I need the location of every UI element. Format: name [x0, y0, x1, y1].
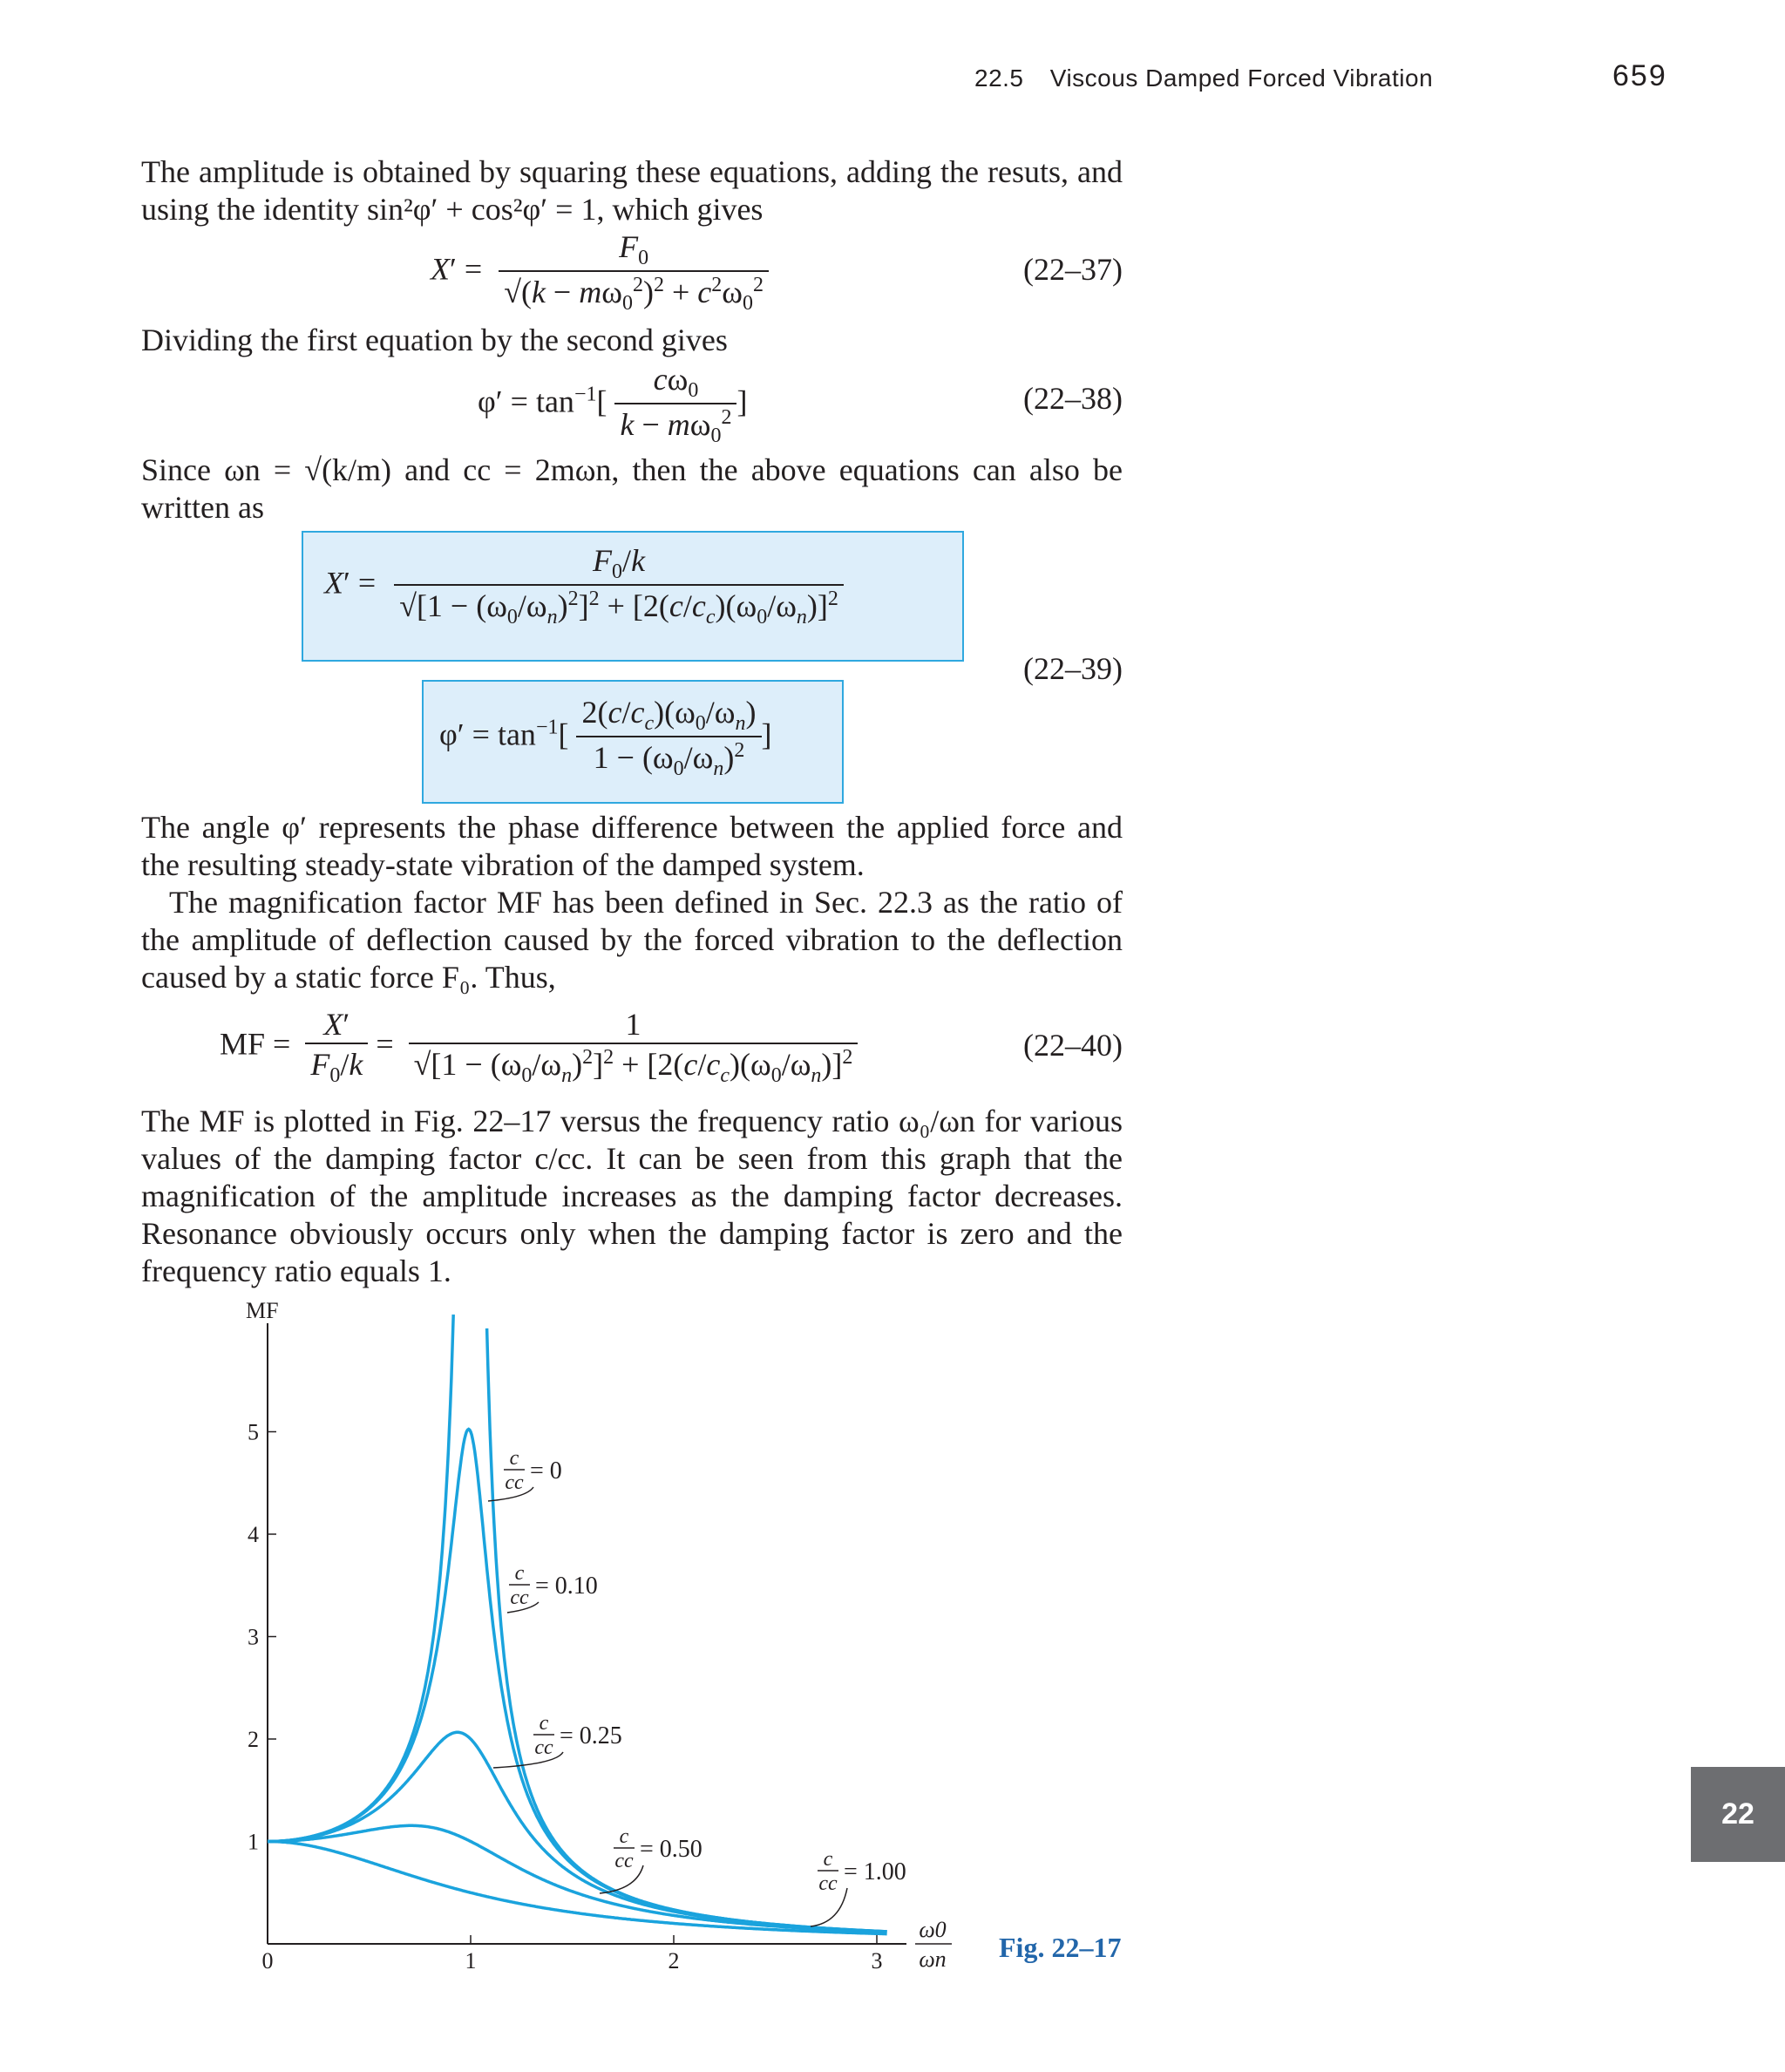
x-tick-label: 1	[465, 1948, 477, 1973]
series-line-zeta-0-5	[268, 1825, 887, 1932]
equation-22-39-phase: $\varphi' = \tan^{-1}$[ $\frac{2(c/c_c)(\omega_0/\omega_n)}{1 - (\omega_0/\omega_n)^2}$ ]	[439, 695, 772, 781]
x-tick-label: 0	[261, 1948, 274, 1973]
annotation-cc: cc	[534, 1736, 553, 1759]
y-tick-label: 4	[248, 1522, 259, 1547]
equation-22-40: MF = $\frac{X'}{F_0/k}$ = $\frac{1}{√[1 - (\omega_0/\omega_n)^2]^2 + [2(c/c_c)(\omega_0/\omega_n)]^2}$	[220, 1006, 858, 1088]
paragraph-3-line-2: written as	[141, 490, 264, 525]
annotation-c: c	[509, 1447, 519, 1470]
y-tick-label: 5	[248, 1419, 259, 1445]
paragraph-4: The angle φ′ represents the phase difference between the applied force and the resulting steady-state vibration of the damped system.	[141, 810, 1123, 882]
x-axis-label-denominator: ωn	[919, 1946, 947, 1972]
annotation-cc: cc	[510, 1586, 529, 1609]
annotation-value: = 0.50	[640, 1836, 702, 1863]
series-line-zeta-1	[268, 1842, 887, 1934]
equation-22-39-amplitude: X′ = $\frac{F_0/k}{√[1 - (\omega_0/\omega_n)^2]^2 + [2(c/c_c)(\omega_0/\omega_n)]^2}$	[324, 542, 844, 629]
series-line-zeta-0-1	[268, 1430, 887, 1932]
y-tick-label: 3	[248, 1624, 259, 1650]
section-title: Viscous Damped Forced Vibration	[1049, 65, 1434, 92]
annotation-value: = 0	[530, 1457, 562, 1484]
equation-22-37: X′ = $\frac{F_0}{√(k - m\omega_0^2)^2 + c^2\omega_0^2}$	[431, 228, 769, 316]
annotation-value: = 0.25	[560, 1722, 622, 1749]
chapter-tab: 22	[1691, 1767, 1785, 1862]
page-number: 659	[1612, 59, 1667, 92]
series-line-zeta-0-left	[268, 1315, 453, 1841]
paragraph-3-line-1: Since ωn = √(k/m) and cc = 2mωn, then the above equations can also be	[141, 452, 1123, 487]
annotation-c: c	[539, 1712, 549, 1735]
x-axis-label-numerator: ω0	[919, 1917, 947, 1942]
equation-number-38: (22–38)	[1023, 381, 1123, 416]
annotation-value: = 1.00	[844, 1858, 906, 1885]
section-number: 22.5	[974, 65, 1024, 92]
equation-22-38: $\varphi' = \tan^{-1}$[ $\frac{c\omega_0}{k - m\omega_0^2}$ ]	[478, 362, 748, 448]
y-tick-label: 2	[248, 1727, 259, 1752]
annotation-c: c	[823, 1848, 833, 1871]
paragraph-1: The amplitude is obtained by squaring these equations, adding the resuts, and using the identity sin²φ′ + cos²φ′ = 1, which gives	[141, 154, 1123, 227]
equation-number-39: (22–39)	[1023, 651, 1123, 686]
annotation-c: c	[619, 1825, 629, 1848]
paragraph-2: Dividing the first equation by the second gives	[141, 323, 728, 357]
annotation-c: c	[514, 1562, 525, 1585]
paragraph-6: The MF is plotted in Fig. 22–17 versus the frequency ratio ω₀/ωn for various values of the damping factor c/cc. It can be seen from this graph that the magnification of the amplitude increases as the damping factor decreases. Resonance obviously occurs only when the damping factor is zero and the frequency ratio equals 1.	[141, 1104, 1123, 1288]
annotation-cc: cc	[505, 1471, 524, 1494]
annotation-cc: cc	[614, 1850, 634, 1872]
y-axis-label: MF	[246, 1298, 279, 1323]
figure-caption: Fig. 22–17	[999, 1932, 1122, 1963]
paragraph-5: The magnification factor MF has been defined in Sec. 22.3 as the ratio of the amplitude of deflection caused by the forced vibration to the deflection caused by a static force F₀. Thus,	[141, 885, 1123, 995]
annotation-cc: cc	[818, 1872, 838, 1895]
x-tick-label: 2	[668, 1948, 680, 1973]
equation-number-37: (22–37)	[1023, 252, 1123, 287]
x-tick-label: 3	[871, 1948, 883, 1973]
equation-number-40: (22–40)	[1023, 1028, 1123, 1063]
annotation-value: = 0.10	[535, 1573, 598, 1600]
y-tick-label: 1	[248, 1829, 259, 1855]
